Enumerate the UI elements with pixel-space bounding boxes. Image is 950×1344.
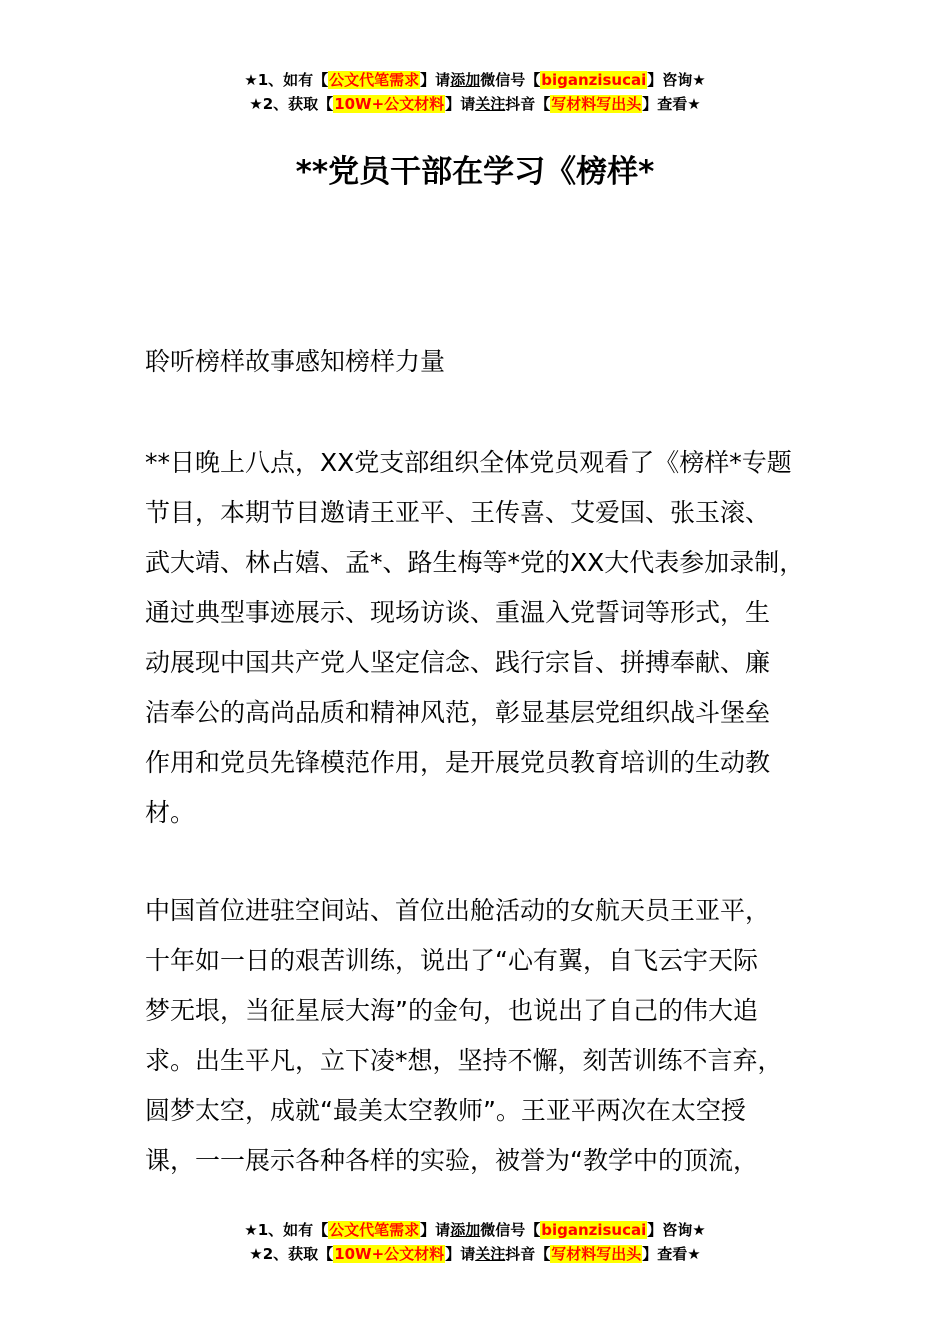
text-line: 洁奉公的高尚品质和精神风范，彰显基层党组织战斗堡垒 [145,698,771,727]
banner-highlight: 写材料写出头 [551,95,642,113]
text-line: 课，一一展示各种各样的实验，被誉为“教学中的顶流， [145,1146,758,1175]
text-line: 作用和党员先锋模范作用，是开展党员教育培训的生动教 [145,748,771,777]
banner-underlined: 添加 [450,71,481,89]
text-line: 求。出生平凡，立下凌*想，坚持不懈，刻苦训练不言弃， [145,1046,783,1075]
banner-text: 抖音【 [505,95,551,113]
banner-underlined: 关注 [475,1245,506,1263]
banner-highlight: 10W+公文材料 [334,95,445,113]
banner-text: ★1、如有【 [244,71,329,89]
banner-text: ★2、获取【 [249,95,334,113]
banner-line-1 [0,1218,950,1242]
text-line: 圆梦太空，成就“最美太空教师”。王亚平两次在太空授 [145,1096,746,1125]
banner-text: ★2、获取【 [249,1245,334,1263]
document-title: **党员干部在学习《榜样* [295,154,655,190]
banner-highlight: 公文代笔需求 [329,1221,420,1239]
banner-line-2 [0,1242,950,1266]
paragraph-1 [145,438,835,838]
bottom-banner [0,1218,950,1266]
text-line: **日晚上八点，XX党支部组织全体党员观看了《榜样*专题 [145,448,792,477]
text-line: 动展现中国共产党人坚定信念、践行宗旨、拼搏奉献、廉 [145,648,771,677]
document-subtitle: 聆听榜样故事感知榜样力量 [145,347,446,376]
banner-text: 】查看★ [642,1245,701,1263]
banner-text: 微信号【 [480,1221,541,1239]
banner-text: 】请 [445,1245,476,1263]
text-line: 武大靖、林占嬉、孟*、路生梅等*党的XX大代表参加录制， [145,548,805,577]
banner-text: 】请 [420,71,451,89]
text-line: 十年如一日的艰苦训练，说出了“心有翼，自飞云宇天际 [145,946,758,975]
banner-highlight: 公文代笔需求 [329,71,420,89]
banner-text: ★1、如有【 [244,1221,329,1239]
banner-highlight: biganzisucai [541,1221,647,1239]
banner-text: 微信号【 [480,71,541,89]
text-line: 中国首位进驻空间站、首位出舱活动的女航天员王亚平， [145,896,771,925]
banner-text: 】查看★ [642,95,701,113]
text-line: 节目，本期节目邀请王亚平、王传喜、艾爱国、张玉滚、 [145,498,771,527]
top-banner [0,68,950,116]
banner-text: 抖音【 [505,1245,551,1263]
banner-line-2 [0,92,950,116]
banner-text: 】咨询★ [647,71,706,89]
text-line: 材。 [145,798,196,827]
banner-underlined: 添加 [450,1221,481,1239]
text-line: 通过典型事迹展示、现场访谈、重温入党誓词等形式，生 [145,598,771,627]
banner-highlight: 10W+公文材料 [334,1245,445,1263]
banner-highlight: 写材料写出头 [551,1245,642,1263]
banner-text: 】请 [445,95,476,113]
text-line: 梦无垠，当征星辰大海”的金句，也说出了自己的伟大追 [145,996,758,1025]
banner-text: 】请 [420,1221,451,1239]
banner-text: 】咨询★ [647,1221,706,1239]
banner-highlight: biganzisucai [541,71,647,89]
paragraph-2 [145,886,835,1186]
banner-line-1 [0,68,950,92]
banner-underlined: 关注 [475,95,506,113]
